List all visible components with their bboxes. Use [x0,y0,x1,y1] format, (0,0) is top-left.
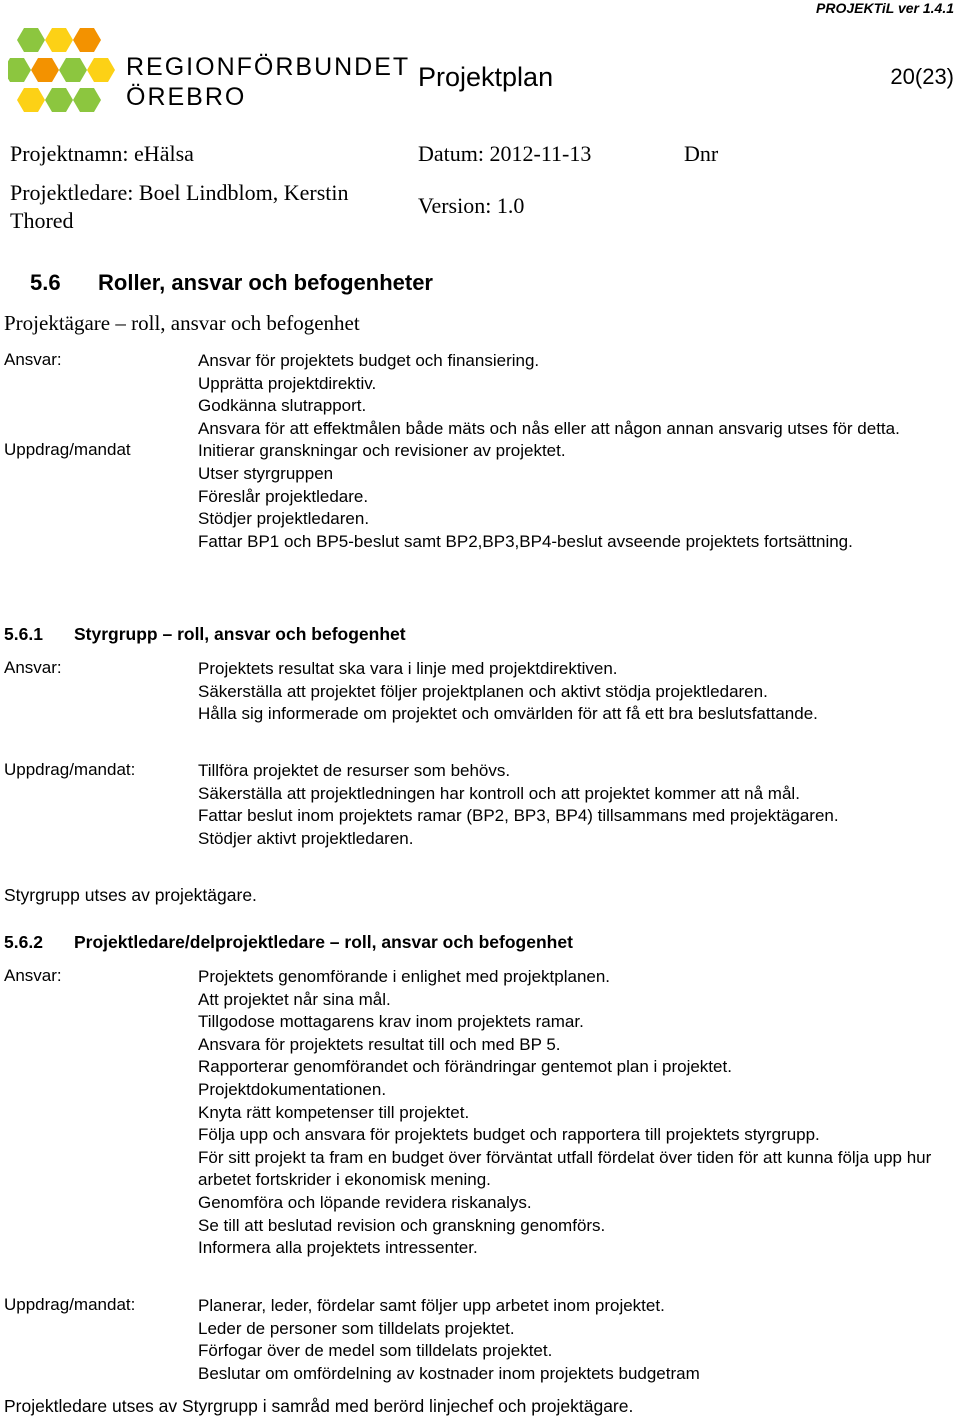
list-item: För sitt projekt ta fram en budget över förväntat utfall fördelat över tiden för att kunna följa upp hur arbetet fortskrider i ekonomisk mening. [198,1147,932,1190]
manager-title: Projektledare/delprojektledare – roll, ansvar och befogenhet [74,932,573,952]
list-item: Projektets genomförande i enlighet med projektplanen. [198,967,611,986]
manager-uppdrag-label: Uppdrag/mandat: [4,1295,136,1314]
document-title: Projektplan [418,62,554,92]
regionforbundet-logo [8,24,411,120]
list-item: Upprätta projektdirektiv. [198,373,377,393]
document-version: Version: 1.0 [418,193,525,218]
list-item: Säkerställa att projektet följer projektplanen och aktivt stödja projektledaren. [198,681,768,701]
manager-uppdrag [4,1295,956,1385]
list-item: Stödjer projektledaren. [198,509,370,529]
owner-uppdrag-list [198,440,956,553]
manager-ansvar-list [198,966,956,1260]
list-item: Fattar beslut inom projektets ramar (BP2, BP3, BP4) tillsammans med projektägaren. [198,806,839,826]
logo-line-1: REGIONFÖRBUNDET [126,53,411,81]
manager-uppdrag-list [198,1295,956,1385]
project-leader-line-2: Thored [10,208,74,233]
list-item: Ansvar för projektets budget och finansiering. [198,351,540,370]
list-item: Säkerställa att projektledningen har kontroll och att projektet kommer att nå mål. [198,783,800,803]
section-heading [30,270,433,296]
manager-heading [4,932,573,953]
list-item: Föreslår projektledare. [198,486,369,506]
list-item: Leder de personer som tilldelats projektet. [198,1318,515,1338]
list-item: Att projektet når sina mål. [198,989,391,1009]
list-item: Initierar granskningar och revisioner av projektet. [198,441,566,461]
list-item: Informera alla projektets intressenter. [198,1238,478,1258]
owner-ansvar-label: Ansvar: [4,350,62,369]
project-name: Projektnamn: eHälsa [10,141,194,166]
list-item: Stödjer aktivt projektledaren. [198,828,414,848]
section-number: 5.6 [30,270,61,295]
page-number: 20(23) [890,64,954,89]
steering-ansvar-list [198,658,956,726]
list-item: Fattar BP1 och BP5-beslut samt BP2,BP3,BP4-beslut avseende projektets fortsättning. [198,531,853,551]
list-item: Projektets resultat ska vara i linje med projektdirektiven. [198,659,618,678]
steering-heading [4,624,406,645]
project-leader-line-1: Projektledare: Boel Lindblom, Kerstin [10,180,349,205]
steering-uppdrag-list [198,760,956,850]
dnr-label: Dnr [684,141,719,166]
list-item: Knyta rätt kompetenser till projektet. [198,1102,470,1122]
list-item: Tillföra projektet de resurser som behövs. [198,761,511,780]
steering-uppdrag [4,760,956,850]
project-leader [10,179,349,235]
manager-number: 5.6.2 [4,932,43,952]
list-item: Rapporterar genomförandet och förändringar gentemot plan i projektet. [198,1057,732,1077]
owner-responsibilities [4,350,956,553]
template-version: PROJEKTiL ver 1.4.1 [816,0,954,16]
steering-title: Styrgrupp – roll, ansvar och befogenhet [74,624,406,644]
manager-ansvar [4,966,956,1260]
steering-ansvar-label: Ansvar: [4,658,62,677]
hexagon-logo-icon [8,24,120,120]
list-item: Genomföra och löpande revidera riskanalys. [198,1192,532,1212]
logo-line-2: ÖREBRO [126,83,247,111]
list-item: Se till att beslutad revision och granskning genomförs. [198,1215,606,1235]
list-item: Ansvara för projektets resultat till och med BP 5. [198,1034,561,1054]
steering-note: Styrgrupp utses av projektägare. [4,885,257,905]
list-item: Beslutar om omfördelning av kostnader inom projektets budgetram [198,1363,700,1383]
list-item: Följa upp och ansvara för projektets budget och rapportera till projektets styrgrupp. [198,1125,820,1145]
list-item: Hålla sig informerade om projektet och omvärlden för att få ett bra beslutsfattande. [198,704,818,724]
list-item: Tillgodose mottagarens krav inom projektets ramar. [198,1012,584,1032]
list-item: Utser styrgruppen [198,463,334,483]
manager-note: Projektledare utses av Styrgrupp i samråd med berörd linjechef och projektägare. [4,1396,634,1416]
owner-uppdrag-label: Uppdrag/mandat [4,440,131,460]
list-item: Godkänna slutrapport. [198,396,367,416]
list-item: Planerar, leder, fördelar samt följer upp arbetet inom projektet. [198,1296,665,1315]
list-item: Ansvara för att effektmålen både mäts och nås eller att någon annan ansvarig utses för detta. [198,418,900,438]
list-item: Projektdokumentationen. [198,1079,387,1099]
steering-ansvar [4,658,956,726]
document-date: Datum: 2012-11-13 [418,141,592,166]
section-title: Roller, ansvar och befogenheter [98,270,433,295]
list-item: Förfogar över de medel som tilldelats projektet. [198,1341,553,1361]
steering-uppdrag-label: Uppdrag/mandat: [4,760,136,779]
section-subtitle: Projektägare – roll, ansvar och befogenhet [4,311,360,335]
manager-ansvar-label: Ansvar: [4,966,62,985]
steering-number: 5.6.1 [4,624,43,644]
owner-ansvar-list [198,350,956,440]
